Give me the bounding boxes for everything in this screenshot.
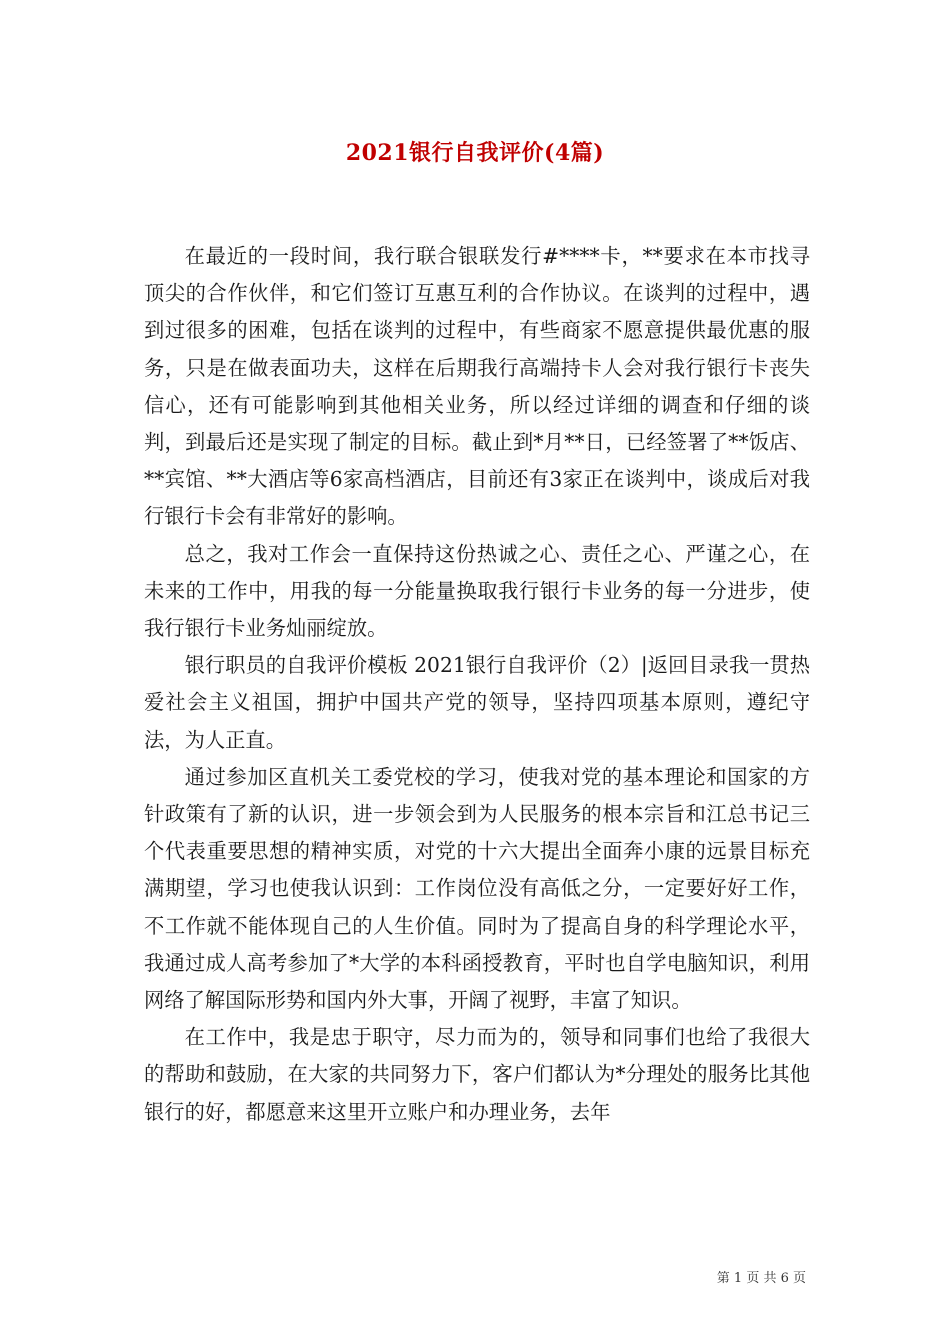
paragraph: 在最近的一段时间，我行联合银联发行#****卡，**要求在本市找寻顶尖的合作伙伴，和它们签订互惠互利的合作协议。在谈判的过程中，遇到过很多的困难，包括在谈判的过程中，有些商家不愿意提供最优惠的服务，只是在做表面功夫，这样在后期我行高端持卡人会对我行银行卡丧失信心，还有可能影响到其他相关业务，所以经过详细的调查和仔细的谈判，到最后还是实现了制定的目标。截止到*月**日，已经签署了**饭店、**宾馆、**大酒店等6家高档酒店，目前还有3家正在谈判中，谈成后对我行银行卡会有非常好的影响。 [144,244,810,529]
document-title: 2021银行自我评价(4篇) [345,140,605,166]
paragraph: 银行职员的自我评价模板 2021银行自我评价（2）|返回目录我一贯热爱社会主义祖国，拥护中国共产党的领导，坚持四项基本原则，遵纪守法，为人正直。 [144,653,810,752]
paragraph: 总之，我对工作会一直保持这份热诚之心、责任之心、严谨之心，在未来的工作中，用我的每一分能量换取我行银行卡业务的每一分进步，使我行银行卡业务灿丽绽放。 [144,541,810,641]
page-number-footer: 第 1 页 共 6 页 [716,1271,806,1286]
document-body [144,238,810,1131]
paragraph: 在工作中，我是忠于职守，尽力而为的，领导和同事们也给了我很大的帮助和鼓励，在大家的共同努力下，客户们都认为*分理处的服务比其他银行的好，都愿意来这里开立账户和办理业务，去年 [144,1025,810,1124]
paragraph: 通过参加区直机关工委党校的学习，使我对党的基本理论和国家的方针政策有了新的认识，进一步领会到为人民服务的根本宗旨和江总书记三个代表重要思想的精神实质，对党的十六大提出全面奔小康的远景目标充满期望，学习也使我认识到：工作岗位没有高低之分，一定要好好工作，不工作就不能体现自己的人生价值。同时为了提高自身的科学理论水平，我通过成人高考参加了*大学的本科函授教育，平时也自学电脑知识，利用网络了解国际形势和国内外大事，开阔了视野，丰富了知识。 [144,764,810,1013]
